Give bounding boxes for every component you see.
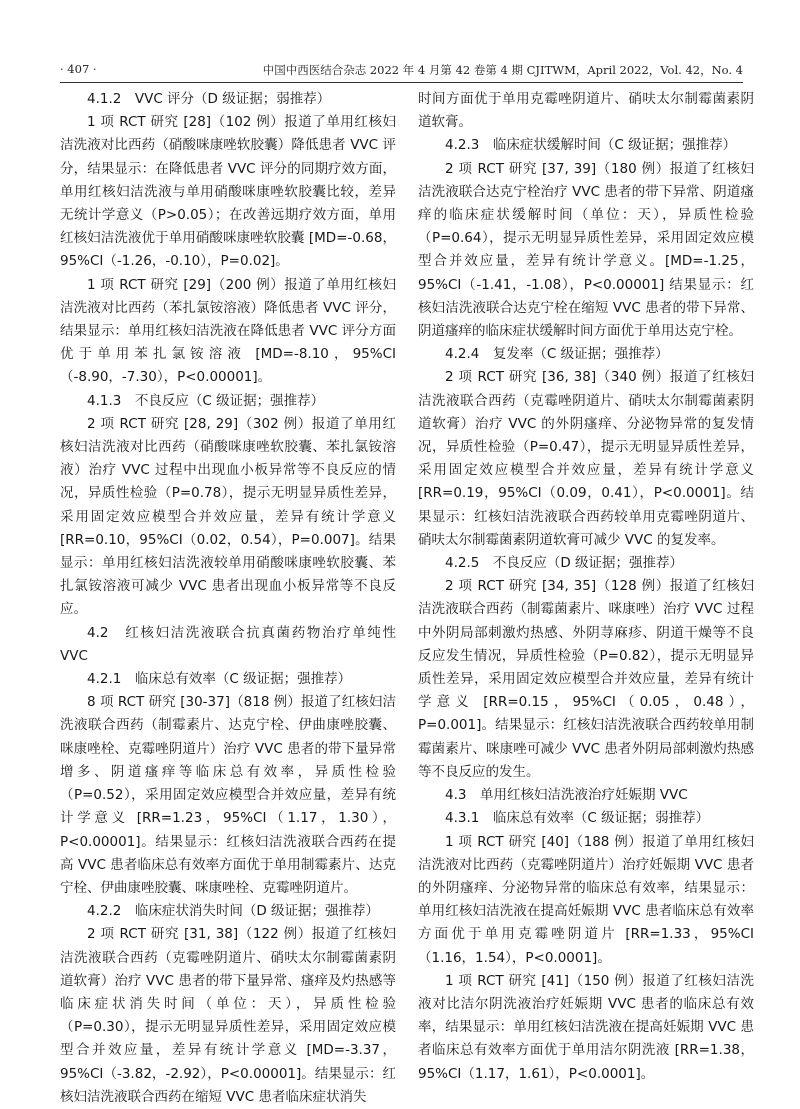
section-heading-4-3-1: 4.3.1 临床总有效率（C 级证据；弱推荐）	[445, 810, 710, 827]
paragraph: 2 项 RCT 研究 [36, 38]（340 例）报道了红核妇洁洗液联合西药（克霉唑阴道片、硝呋太尔制霉菌素阴道软膏）治疗 VVC 的外阴瘙痒、分泌物异常的复发情况，异质性检验（P=0.47），提示无明显异质性差异，采用固定效应模型合并效应量，差异有统计学意义 [RR=0.19，95%CI（0.09，0.41），P<0.0001]。结果显示：红核妇洁洗液联合西药较单用克霉唑阴道片、硝呋太尔制霉菌素阴道软膏可减少 VVC 的复发率。	[418, 369, 754, 548]
section-heading-4-2-4: 4.2.4 复发率（C 级证据；强推荐）	[445, 346, 669, 363]
paragraph: 2 项 RCT 研究 [37, 39]（180 例）报道了红核妇洁洗液联合达克宁栓治疗 VVC 患者的带下异常、阴道瘙痒的临床症状缓解时间（单位：天），异质性检验（P=0.64），提示无明显异质性差异，采用固定效应模型合并效应量，差异有统计学意义。[MD=-1.25，95%CI（-1.41，-1.08），P<0.00001] 结果显示：红核妇洁洗液联合达克宁栓在缩短 VVC 患者的带下异常、阴道瘙痒的临床症状缓解时间方面优于单用达克宁栓。	[418, 160, 754, 340]
section-heading-4-2-1: 4.2.1 临床总有效率（C 级证据；强推荐）	[87, 671, 352, 688]
paragraph: 2 项 RCT 研究 [28, 29]（302 例）报道了单用红核妇洁洗液对比西药（硝酸咪康唑软胶囊、苯扎氯铵溶液）治疗 VVC 过程中出现血小板异常等不良反应的情况，异质性检验（P=0.78），提示无明显异质性差异，采用固定效应模型合并效应量，差异有统计学意义 [RR=0.10，95%CI（0.02，0.54），P=0.007]。结果显示：单用红核妇洁洗液较单用硝酸咪康唑软胶囊、苯扎氯铵溶液可减少 VVC 患者出现血小板异常等不良反应。	[60, 415, 396, 618]
paragraph: 2 项 RCT 研究 [31, 38]（122 例）报道了红核妇洁洗液联合西药（克霉唑阴道片、硝呋太尔制霉菌素阴道软膏）治疗 VVC 患者的带下量异常、瘙痒及灼热感等临床症状消失时间（单位：天），异质性检验（P=0.30），提示无明显异质性差异，采用固定效应模型合并效应量，差异有统计学意义 [MD=-3.37，95%CI（-3.82，-2.92），P<0.00001]。结果显示：红核妇洁洗液联合西药在缩短 VVC 患者临床症状消失	[60, 926, 396, 1105]
page-number: · 407 ·	[60, 62, 97, 76]
paragraph: 1 项 RCT 研究 [40]（188 例）报道了单用红核妇洁洗液对比西药（克霉唑阴道片）治疗妊娠期 VVC 患者的外阴瘙痒、分泌物异常的临床总有效率，结果显示：单用红核妇洁洗液在提高妊娠期 VVC 患者临床总有效率方面优于单用克霉唑阴道片 [RR=1.33，95%CI（1.16，1.54），P<0.0001]。	[418, 833, 754, 966]
paragraph: 1 项 RCT 研究 [41]（150 例）报道了红核妇洁洗液对比洁尔阴洗液治疗妊娠期 VVC 患者的临床总有效率，结果显示：单用红核妇洁洗液在提高妊娠期 VVC 患者临床总有效率方面优于单用洁尔阴洗液 [RR=1.38，95%CI（1.17，1.61），P<0.0001]。	[418, 972, 754, 1082]
section-heading-4-2-2: 4.2.2 临床症状消失时间（D 级证据；强推荐）	[87, 903, 380, 920]
page-header	[60, 62, 743, 80]
paragraph: 8 项 RCT 研究 [30-37]（818 例）报道了红核妇洁洗液联合西药（制霉素片、达克宁栓、伊曲康唑胶囊、咪康唑栓、克霉唑阴道片）治疗 VVC 患者的带下量异常增多、阴道瘙痒等临床总有效率，异质性检验（P=0.52），采用固定效应模型合并效应量，差异有统计学意义 [RR=1.23，95%CI（1.17，1.30），P<0.00001]。结果显示：红核妇洁洗液联合西药在提高 VVC 患者临床总有效率方面优于单用制霉素片、达克宁栓、伊曲康唑胶囊、咪康唑栓、克霉唑阴道片。	[60, 694, 396, 896]
section-heading-4-2-5: 4.2.5 不良反应（D 级证据；强推荐）	[445, 555, 684, 572]
paragraph: 1 项 RCT 研究 [28]（102 例）报道了单用红核妇洁洗液对比西药（硝酸咪康唑软胶囊）降低患者 VVC 评分，结果显示：在降低患者 VVC 评分的同期疗效方面，单用红核妇洁洗液与单用硝酸咪康唑软胶囊比较，差异无统计学意义（P>0.05）；在改善远期疗效方面，单用红核妇洁洗液优于单用硝酸咪康唑软胶囊 [MD=-0.68，95%CI（-1.26，-0.10），P=0.02]。	[60, 114, 396, 270]
section-heading-4-1-2: 4.1.2 VVC 评分（D 级证据；弱推荐）	[87, 91, 331, 107]
paragraph: 1 项 RCT 研究 [29]（200 例）报道了单用红核妇洁洗液对比西药（苯扎氯铵溶液）降低患者 VVC 评分，结果显示：单用红核妇洁洗液在降低患者 VVC 评分方面优于单用苯扎氯铵溶液 [MD=-8.10，95%CI（-8.90，-7.30），P<0.00001]。	[60, 276, 396, 386]
left-column	[60, 88, 396, 1109]
section-heading-4-2-3: 4.2.3 临床症状缓解时间（C 级证据；强推荐）	[445, 137, 737, 154]
paragraph-continued: 时间方面优于单用克霉唑阴道片、硝呋太尔制霉菌素阴道软膏。	[418, 91, 754, 131]
paragraph: 2 项 RCT 研究 [34, 35]（128 例）报道了红核妇洁洗液联合西药（制霉菌素片、咪康唑）治疗 VVC 过程中外阴局部刺激灼热感、外阴荨麻疹、阴道干燥等不良反应发生情况，异质性检验（P=0.82），提示无明显异质性差异，采用固定效应模型合并效应量，差异有统计学意义 [RR=0.15，95%CI（0.05，0.48），P=0.001]。结果显示：红核妇洁洗液联合西药较单用制霉菌素片、咪康唑可减少 VVC 患者外阴局部刺激灼热感等不良反应的发生。	[418, 578, 754, 780]
header-rule	[60, 82, 743, 83]
section-heading-4-1-3: 4.1.3 不良反应（C 级证据；强推荐）	[87, 392, 325, 409]
right-column	[418, 88, 754, 1086]
section-heading-4-3: 4.3 单用红核妇洁洗液治疗妊娠期 VVC	[445, 787, 688, 804]
section-heading-4-2: 4.2 红核妇洁洗液联合抗真菌药物治疗单纯性 VVC	[60, 624, 396, 664]
journal-info: 中国中西医结合杂志 2022 年 4 月第 42 卷第 4 期 CJITWM，April 2022，Vol. 42，No. 4	[262, 63, 743, 77]
